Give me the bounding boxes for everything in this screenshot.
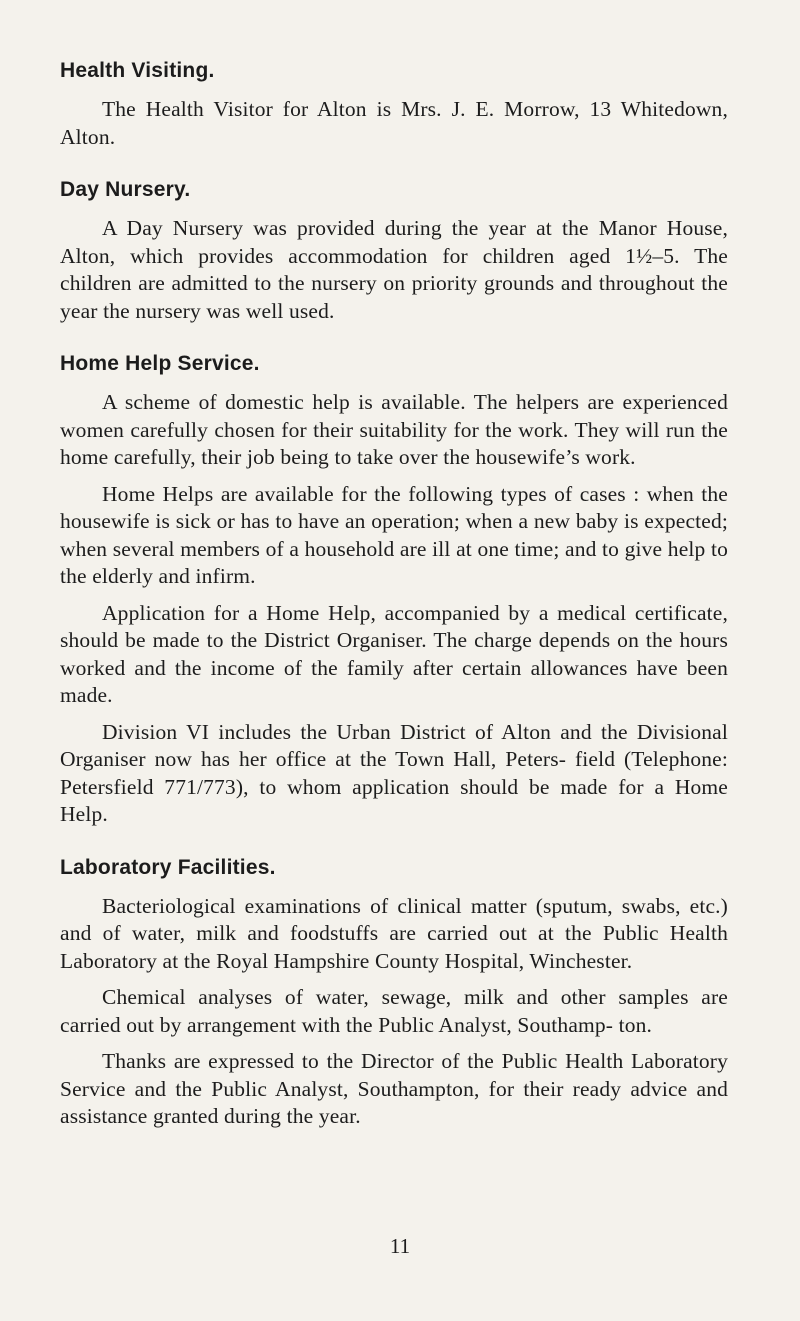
paragraph: A Day Nursery was provided during the year at the Manor House, Alton, which provides accommodation for children aged 1½–5. The children are admitted to the nursery on priority grounds and throughout the year the nursery was well used.: [60, 216, 728, 323]
paragraph: Application for a Home Help, accompanied by a medical certificate, should be made to the District Organiser. The charge depends on the hours worked and the income of the family after certain allowances have been made.: [60, 600, 728, 707]
section-heading: Laboratory Facilities.: [60, 855, 276, 879]
page-number: 11: [389, 1234, 411, 1258]
paragraph: Chemical analyses of water, sewage, milk and other samples are carried out by arrangement with the Public Analyst, Southamp- ton.: [60, 985, 728, 1037]
paragraph: Home Helps are available for the following types of cases : when the housewife is sick or has to have an operation; when a new baby is expected; when several members of a household are ill at one time; and to give help to the elderly and infirm.: [60, 481, 728, 588]
paragraph: The Health Visitor for Alton is Mrs. J. E. Morrow, 13 Whitedown, Alton.: [60, 97, 728, 149]
section-home-help-service: [60, 351, 728, 829]
paragraph: A scheme of domestic help is available. The helpers are experienced women carefully chosen for their suitability for the work. They will run the home carefully, their job being to take over the housewife’s work.: [60, 390, 728, 469]
section-heading: Home Help Service.: [60, 352, 260, 375]
page-content: [60, 58, 728, 1157]
paragraph: Division VI includes the Urban District of Alton and the Divisional Organiser now has her office at the Town Hall, Peters- field (Telephone: Petersfield 771/773), to whom application should be made for a Home Help.: [60, 719, 728, 826]
section-heading: Day Nursery.: [60, 178, 191, 201]
paragraph: Bacteriological examinations of clinical matter (sputum, swabs, etc.) and of water, milk and foodstuffs are carried out at the Public Health Laboratory at the Royal Hampshire County Hospital, Winchester.: [60, 893, 728, 973]
paragraph: Thanks are expressed to the Director of the Public Health Laboratory Service and the Public Analyst, Southampton, for their ready advice and assistance granted during the year.: [60, 1049, 728, 1128]
section-heading: Health Visiting.: [60, 59, 215, 82]
section-day-nursery: [60, 177, 728, 325]
section-health-visiting: [60, 58, 728, 151]
section-laboratory-facilities: [60, 855, 728, 1131]
